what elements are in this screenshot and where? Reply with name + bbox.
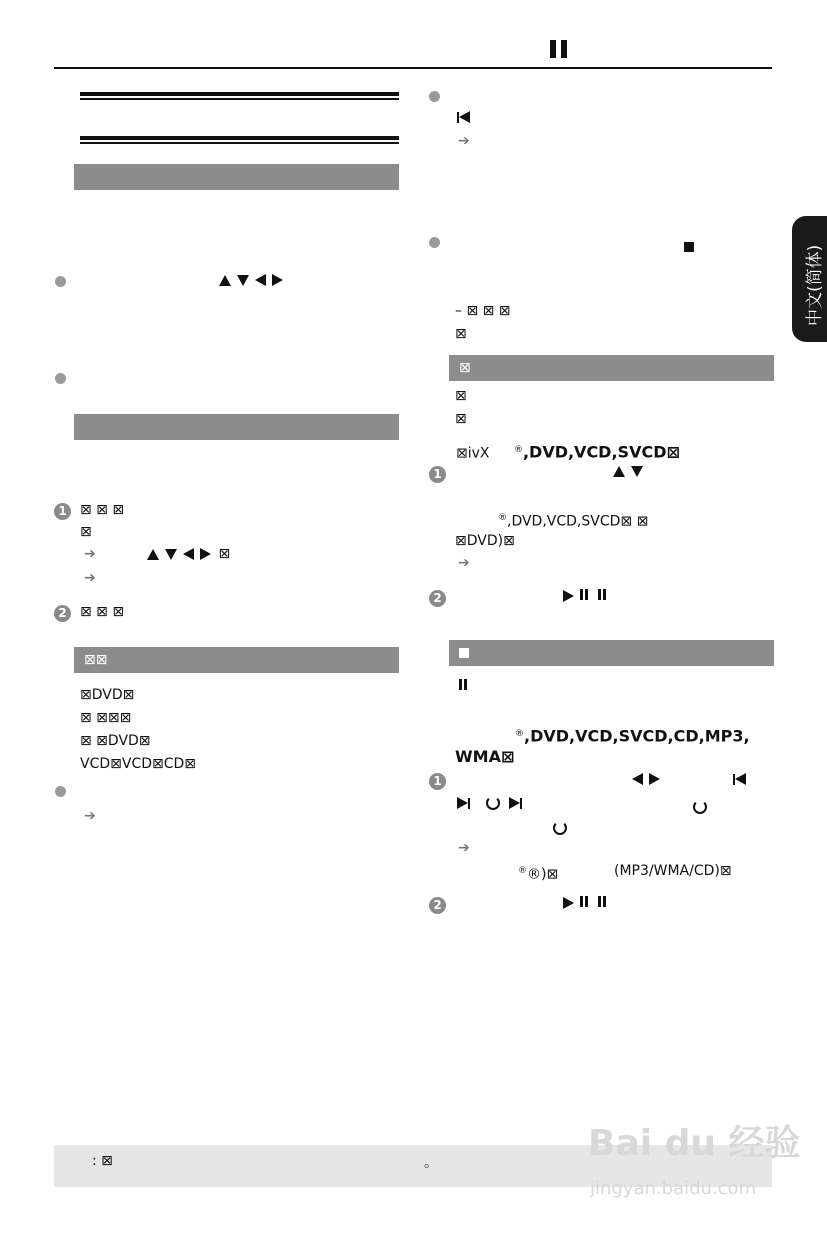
power-icon	[693, 796, 707, 815]
step1-keys: ⊠	[144, 546, 230, 562]
previous-icon	[457, 109, 470, 125]
result-arrow-icon: ➔	[84, 808, 96, 824]
section-band-2	[74, 414, 399, 440]
bullet	[429, 91, 440, 102]
watermark-url: jingyan.baidu.com	[590, 1178, 757, 1199]
paren-close: ®)⊠	[527, 866, 559, 883]
step-number-2: 2	[429, 590, 446, 607]
footer-right-text: 。	[424, 1155, 438, 1171]
step1-text-2: ⊠	[80, 524, 92, 540]
footer-left-text: : ⊠	[92, 1153, 113, 1169]
pause-icon	[550, 40, 572, 62]
bullet	[55, 373, 66, 384]
pause-icon	[459, 674, 469, 694]
registered-mark: ®	[515, 729, 524, 739]
para-3: ⊠ ⊠DVD⊠	[80, 733, 151, 749]
format-list-s1: ,DVD,VCD,SVCD⊠ ⊠	[507, 513, 649, 530]
title-rule-bottom	[80, 136, 399, 146]
step1-text: ⊠ ⊠ ⊠	[80, 502, 125, 518]
formats-line-1	[456, 442, 680, 462]
formats-line-2	[515, 726, 750, 746]
language-tab-label: 中文(简体)	[805, 244, 825, 326]
paren-note	[518, 863, 558, 883]
next-power-icons	[457, 795, 522, 811]
language-tab[interactable]	[792, 216, 827, 342]
step-number-1: 1	[429, 773, 446, 790]
line-l1: ⊠	[455, 388, 467, 404]
header-rule	[54, 67, 772, 69]
leftright-keys	[629, 771, 663, 787]
result-arrow-icon: ➔	[84, 570, 96, 586]
registered-mark: ®	[513, 445, 523, 455]
format-divx: ⊠ivX	[456, 445, 490, 462]
para-2: ⊠ ⊠⊠⊠	[80, 710, 132, 726]
previous-icon	[733, 771, 746, 787]
para-1: ⊠DVD⊠	[80, 687, 135, 703]
dvd-note: ⊠DVD)⊠	[455, 533, 515, 549]
result-arrow-icon: ➔	[458, 555, 470, 571]
line-a: ⊠	[455, 326, 467, 342]
step-number-2: 2	[429, 897, 446, 914]
paren-formats: (MP3/WMA/CD)⊠	[614, 863, 732, 879]
bullet	[55, 786, 66, 797]
result-arrow-icon: ➔	[458, 133, 470, 149]
step-number-2: 2	[54, 605, 71, 622]
step-number-1: 1	[54, 503, 71, 520]
registered-mark: ®	[498, 513, 507, 523]
registered-mark: ®	[518, 866, 527, 876]
section-band-right-1: ⊠	[449, 355, 774, 381]
step2-text: ⊠ ⊠ ⊠	[80, 604, 125, 620]
section-band-right-2	[449, 640, 774, 666]
stop-icon	[459, 648, 469, 658]
updown-keys	[610, 463, 646, 479]
section-band-1	[74, 164, 399, 190]
power-icon	[553, 817, 567, 836]
stop-icon	[684, 236, 694, 255]
format-wma: WMA⊠	[455, 747, 515, 766]
dash-line: – ⊠ ⊠ ⊠	[455, 303, 511, 319]
arrow-keys-icon	[216, 272, 286, 288]
watermark-logo: Bai du 经验	[588, 1123, 801, 1164]
bullet	[55, 276, 66, 287]
format-list-1: ,DVD,VCD,SVCD⊠	[522, 442, 680, 462]
result-arrow-icon: ➔	[84, 546, 96, 562]
play-pause-icon	[563, 588, 608, 604]
format-list-2: ,DVD,VCD,SVCD,CD,MP3,	[524, 726, 750, 746]
title-rule-top	[80, 92, 399, 102]
play-pause-icon	[563, 895, 608, 911]
step-number-1: 1	[429, 466, 446, 483]
formats-line-s1	[498, 510, 648, 530]
bullet	[429, 237, 440, 248]
line-l2: ⊠	[455, 411, 467, 427]
result-arrow-icon: ➔	[458, 840, 470, 856]
para-4: VCD⊠VCD⊠CD⊠	[80, 756, 197, 772]
section-band-3: ⊠⊠	[74, 647, 399, 673]
